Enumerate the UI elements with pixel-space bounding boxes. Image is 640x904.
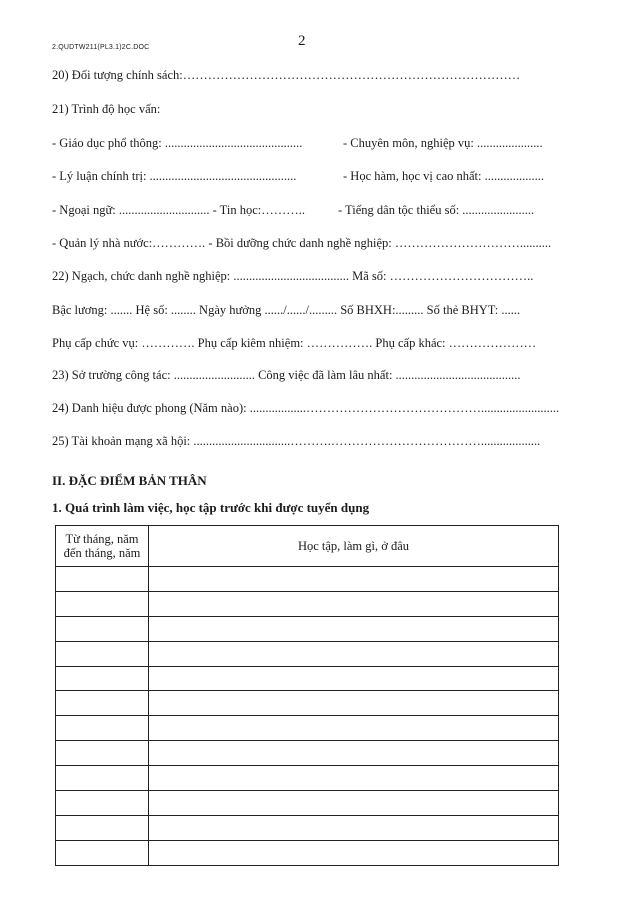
field-ngach-chuc-danh[interactable]: 22) Ngạch, chức danh nghề nghiệp: ..................................... Mã số: …………………………….. — [52, 269, 534, 283]
table-row — [56, 691, 559, 716]
table-cell[interactable] — [149, 567, 559, 592]
table-cell[interactable] — [56, 691, 149, 716]
column-header-time — [56, 526, 149, 567]
table-cell[interactable] — [149, 840, 559, 865]
table-cell[interactable] — [56, 791, 149, 816]
table-row — [56, 666, 559, 691]
field-tieng-dan-toc[interactable]: - Tiếng dân tộc thiểu số: ....................... — [338, 203, 535, 217]
field-phu-cap[interactable]: Phụ cấp chức vụ: …………. Phụ cấp kiêm nhiệm: ……………. Phụ cấp khác: ………………… — [52, 336, 537, 350]
column-header-activity: Học tập, làm gì, ở đâu — [149, 526, 559, 567]
column-header-time-line1: Từ tháng, năm — [65, 532, 139, 546]
table-cell[interactable] — [149, 766, 559, 791]
table-cell[interactable] — [56, 716, 149, 741]
table-cell[interactable] — [56, 840, 149, 865]
table-cell[interactable] — [56, 815, 149, 840]
field-tai-khoan-mxh[interactable]: 25) Tài khoản mạng xã hội: ...............................……….………………………………................... — [52, 434, 541, 448]
table-cell[interactable] — [56, 616, 149, 641]
table-row — [56, 766, 559, 791]
table-cell[interactable] — [56, 591, 149, 616]
table-row — [56, 791, 559, 816]
work-history-table — [55, 525, 559, 866]
field-doi-tuong-chinh-sach[interactable]: 20) Đối tượng chính sách:……………………………………………………………………… — [52, 68, 521, 82]
table-cell[interactable] — [149, 791, 559, 816]
table-row — [56, 591, 559, 616]
document-code: 2.QUDTW211(PL3.1)2C.DOC — [52, 44, 150, 51]
table-row — [56, 815, 559, 840]
field-chuyen-mon-nghiep-vu[interactable]: - Chuyên môn, nghiệp vụ: ..................... — [343, 136, 543, 150]
section-title: II. ĐẶC ĐIỂM BẢN THÂN — [52, 473, 207, 488]
table-cell[interactable] — [149, 716, 559, 741]
table-cell[interactable] — [56, 641, 149, 666]
table-row — [56, 641, 559, 666]
page-number: 2 — [298, 33, 306, 49]
table-row — [56, 741, 559, 766]
table-cell[interactable] — [56, 666, 149, 691]
table-cell[interactable] — [149, 741, 559, 766]
table-cell[interactable] — [149, 591, 559, 616]
table-row — [56, 716, 559, 741]
field-quan-ly-nha-nuoc[interactable]: - Quản lý nhà nước:…………. - Bồi dưỡng chức danh nghề nghiệp: ………………………….......... — [52, 236, 552, 250]
table-body — [56, 567, 559, 866]
field-giao-duc-pho-thong[interactable]: - Giáo dục phổ thông: ............................................ — [52, 136, 303, 150]
table-cell[interactable] — [149, 691, 559, 716]
field-hoc-ham-hoc-vi[interactable]: - Học hàm, học vị cao nhất: ................... — [343, 169, 544, 183]
table-row — [56, 616, 559, 641]
field-so-truong-cong-tac[interactable]: 23) Sở trường công tác: .......................... Công việc đã làm lâu nhất: ........................................ — [52, 368, 521, 382]
field-bac-luong[interactable]: Bậc lương: ....... Hệ số: ........ Ngày hưởng ....../....../......... Số BHXH:......... Số thẻ BHYT: ...... — [52, 303, 521, 317]
table-cell[interactable] — [56, 741, 149, 766]
field-ly-luan-chinh-tri[interactable]: - Lý luận chính trị: ............................................... — [52, 169, 297, 183]
column-header-time-line2: đến tháng, năm — [63, 546, 141, 560]
table-cell[interactable] — [149, 641, 559, 666]
section-subtitle: 1. Quá trình làm việc, học tập trước khi được tuyển dụng — [52, 500, 370, 515]
table-row — [56, 567, 559, 592]
table-cell[interactable] — [149, 666, 559, 691]
table-cell[interactable] — [56, 567, 149, 592]
table-cell[interactable] — [149, 616, 559, 641]
field-trinh-do-hoc-van-label: 21) Trình độ học vấn: — [52, 102, 161, 116]
field-ngoai-ngu-tin-hoc[interactable]: - Ngoại ngữ: ............................. - Tin học:……….. — [52, 203, 305, 217]
table-cell[interactable] — [149, 815, 559, 840]
table-cell[interactable] — [56, 766, 149, 791]
table-header-row — [56, 526, 559, 567]
table-row — [56, 840, 559, 865]
field-danh-hieu[interactable]: 24) Danh hiệu được phong (Năm nào): ..................……………………………………......................... — [52, 401, 560, 415]
